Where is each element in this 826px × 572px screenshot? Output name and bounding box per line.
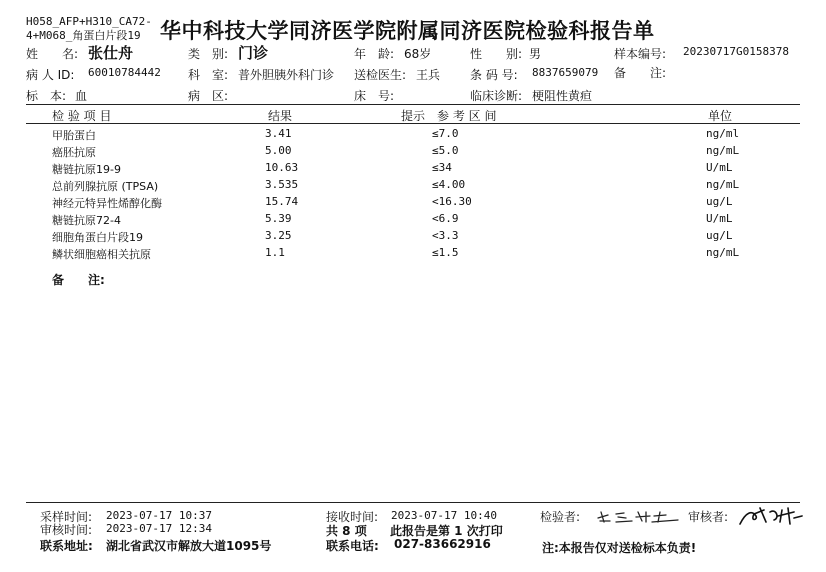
item-count: 共 8 项 (326, 524, 367, 538)
test-code-line-2: 4+M068_角蛋白片段19 (26, 29, 141, 42)
phone-label: 联系电话: (326, 539, 379, 553)
age-label: 年 龄: (354, 47, 395, 61)
row-item: 神经元特异性烯醇化酶 (52, 197, 162, 210)
sample-no: 20230717G0158378 (683, 45, 789, 58)
disclaimer-notice: 注:本报告仅对送检标本负责! (542, 541, 697, 555)
row-reference: ≤34 (432, 161, 452, 174)
row-result: 15.74 (265, 195, 299, 208)
row-item: 糖链抗原72-4 (52, 214, 121, 227)
patient-id-label: 病 人 ID: (26, 68, 75, 82)
row-reference: <6.9 (432, 212, 459, 225)
review-time-label: 审核时间: (40, 523, 93, 537)
row-reference: ≤4.00 (432, 178, 466, 191)
collect-time: 2023-07-17 10:37 (106, 509, 212, 522)
row-result: 10.63 (265, 161, 299, 174)
barcode-label: 条 码 号: (470, 68, 518, 82)
row-unit: ug/L (706, 229, 733, 242)
row-item: 细胞角蛋白片段19 (52, 231, 143, 244)
row-item: 糖链抗原19-9 (52, 163, 121, 176)
row-result: 5.39 (265, 212, 292, 225)
collect-time-label: 采样时间: (40, 510, 93, 524)
row-unit: ng/mL (706, 178, 740, 191)
receive-time: 2023-07-17 10:40 (391, 509, 497, 522)
table-header-rule (26, 123, 800, 124)
address-label: 联系地址: (40, 539, 93, 553)
print-count: 此报告是第 1 次打印 (390, 524, 503, 538)
doctor: 王兵 (416, 68, 441, 82)
row-result: 5.00 (265, 144, 292, 157)
patient-id: 60010784442 (88, 66, 161, 79)
row-reference: ≤1.5 (432, 246, 459, 259)
row-unit: ug/L (706, 195, 733, 208)
test-code-line-1: H058_AFP+H310_CA72- (26, 15, 152, 28)
row-unit: ng/mL (706, 246, 740, 259)
col-header-item: 检 验 项 目 (52, 109, 112, 123)
dept-label: 科 室: (188, 68, 229, 82)
col-header-reference: 提示 参 考 区 间 (401, 109, 497, 123)
phone: 027-83662916 (394, 537, 491, 551)
specimen-label: 标 本: (26, 89, 67, 103)
diagnosis-label: 临床诊断: (470, 89, 523, 103)
tester-label: 检验者: (540, 510, 581, 524)
receive-time-label: 接收时间: (326, 510, 379, 524)
row-result: 3.25 (265, 229, 292, 242)
row-item: 鳞状细胞癌相关抗原 (52, 248, 151, 261)
sex-label: 性 别: (470, 47, 523, 61)
reviewer-label: 审核者: (688, 510, 729, 524)
row-unit: ng/ml (706, 127, 740, 140)
row-unit: ng/mL (706, 144, 740, 157)
footer-top-rule (26, 502, 800, 503)
remark-label-header: 备 注: (614, 66, 667, 80)
row-result: 1.1 (265, 246, 285, 259)
table-top-rule (26, 104, 800, 105)
patient-age: 68岁 (404, 47, 432, 61)
row-reference: <3.3 (432, 229, 459, 242)
col-header-result: 结果 (268, 109, 293, 123)
specimen: 血 (75, 89, 88, 103)
row-unit: U/mL (706, 161, 733, 174)
barcode: 8837659079 (532, 66, 599, 79)
tester-signature (594, 506, 682, 526)
row-reference: ≤5.0 (432, 144, 459, 157)
doctor-label: 送检医生: (354, 68, 407, 82)
type-label: 类 别: (188, 47, 229, 61)
row-reference: ≤7.0 (432, 127, 459, 140)
row-result: 3.535 (265, 178, 299, 191)
row-item: 总前列腺抗原 (TPSA) (52, 180, 159, 193)
address: 湖北省武汉市解放大道1095号 (106, 539, 272, 553)
reviewer-signature (736, 504, 806, 528)
department: 普外胆胰外科门诊 (238, 68, 335, 82)
row-result: 3.41 (265, 127, 292, 140)
review-time: 2023-07-17 12:34 (106, 522, 212, 535)
bed-label: 床 号: (354, 89, 395, 103)
name-label: 姓 名: (26, 47, 79, 61)
row-item: 癌胚抗原 (52, 146, 96, 159)
row-reference: <16.30 (432, 195, 472, 208)
patient-name: 张仕舟 (88, 44, 134, 62)
sample-no-label: 样本编号: (614, 47, 667, 61)
diagnosis: 梗阻性黄疸 (532, 89, 593, 103)
visit-type: 门诊 (238, 44, 269, 62)
ward-label: 病 区: (188, 89, 229, 103)
col-header-unit: 单位 (708, 109, 733, 123)
remarks-label: 备 注: (52, 273, 105, 287)
row-item: 甲胎蛋白 (52, 129, 96, 142)
report-title: 华中科技大学同济医学院附属同济医院检验科报告单 (160, 19, 655, 43)
row-unit: U/mL (706, 212, 733, 225)
patient-sex: 男 (529, 47, 542, 61)
